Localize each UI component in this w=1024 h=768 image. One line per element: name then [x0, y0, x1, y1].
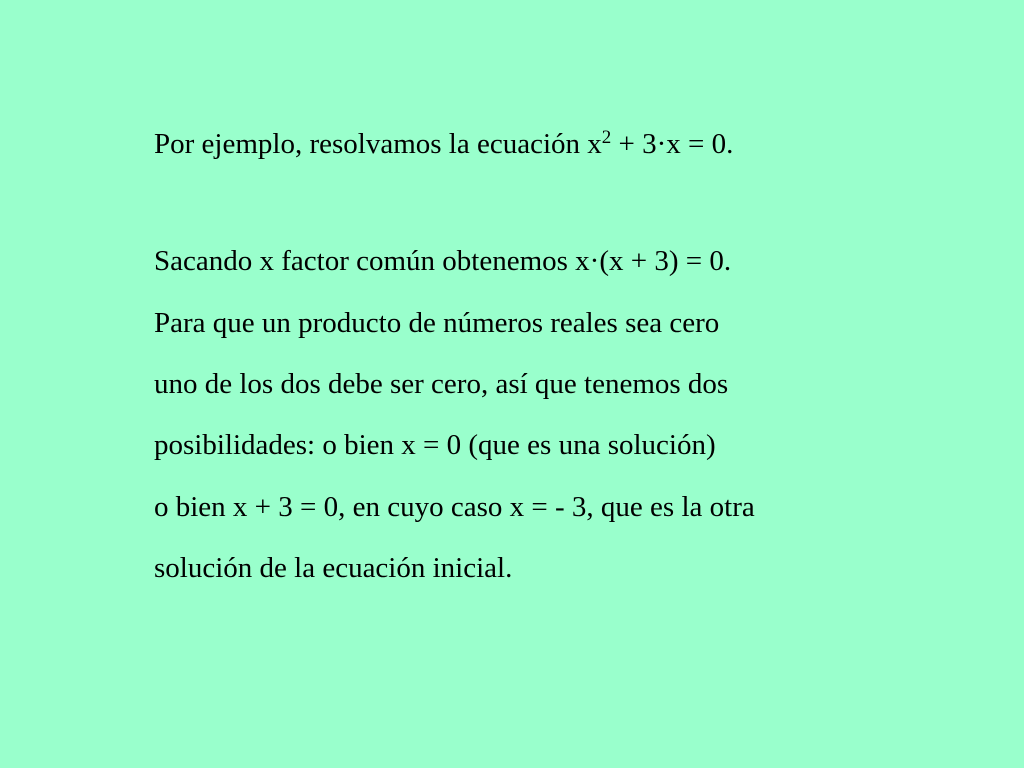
explanation-line-4: o bien x + 3 = 0, en cuyo caso x = - 3, que es la otra	[154, 491, 755, 523]
explanation-line-3: posibilidades: o bien x = 0 (que es una solución)	[154, 429, 716, 461]
equation-intro-text: Por ejemplo, resolvamos la ecuación x	[154, 128, 602, 160]
explanation-line-1: Para que un producto de números reales sea cero	[154, 307, 720, 339]
exponent: 2	[601, 127, 612, 148]
factor-line: Sacando x factor común obtenemos x·(x + 3) = 0.	[154, 245, 732, 277]
explanation-line-5: solución de la ecuación inicial.	[154, 552, 513, 584]
equation-rest: + 3·x = 0.	[611, 128, 734, 160]
explanation-line-2: uno de los dos debe ser cero, así que tenemos dos	[154, 368, 729, 400]
equation-intro-line	[154, 127, 733, 165]
